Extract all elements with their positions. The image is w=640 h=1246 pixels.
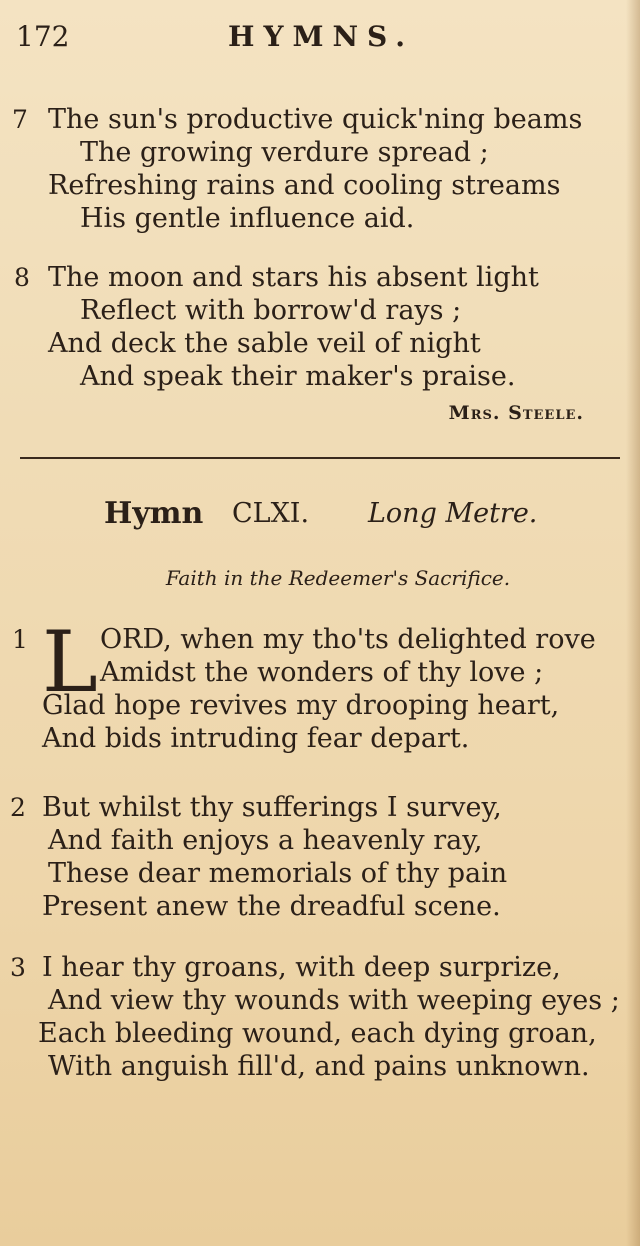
verse-line: The growing verdure spread ; xyxy=(80,137,489,168)
verse-line: Each bleeding wound, each dying groan, xyxy=(38,1018,597,1049)
verse-line: The moon and stars his absent light xyxy=(48,262,539,293)
verse-number: 1 xyxy=(12,625,28,654)
verse-line: And faith enjoys a heavenly ray, xyxy=(48,825,483,856)
author-attribution: Mrs. Steele. xyxy=(448,402,584,424)
verse-line: The sun's productive quick'ning beams xyxy=(48,104,583,135)
verse-line: These dear memorials of thy pain xyxy=(48,858,508,889)
hymn-metre: Long Metre. xyxy=(368,498,538,529)
verse-number: 2 xyxy=(10,793,26,822)
verse-line: And speak their maker's praise. xyxy=(80,361,516,392)
hymn-numeral: CLXI. xyxy=(232,498,310,529)
verse-line: But whilst thy sufferings I survey, xyxy=(42,792,502,823)
verse-line: Amidst the wonders of thy love ; xyxy=(100,657,544,688)
verse-line: Present anew the dreadful scene. xyxy=(42,891,501,922)
verse-number: 7 xyxy=(12,105,28,134)
running-title: HYMNS. xyxy=(228,20,415,53)
verse-line: I hear thy groans, with deep surprize, xyxy=(42,952,561,983)
hymn-label: Hymn xyxy=(104,496,204,531)
verse-line: Glad hope revives my drooping heart, xyxy=(42,690,560,721)
page-header xyxy=(0,18,640,58)
verse-line: With anguish fill'd, and pains unknown. xyxy=(48,1051,590,1082)
verse-line: His gentle influence aid. xyxy=(80,203,415,234)
section-divider xyxy=(20,457,620,459)
verse-number: 8 xyxy=(14,263,30,292)
verse-line: And view thy wounds with weeping eyes ; xyxy=(48,985,620,1016)
verse-line: Reflect with borrow'd rays ; xyxy=(80,295,462,326)
page-edge-shadow xyxy=(626,0,640,1246)
page-number: 172 xyxy=(16,20,70,53)
verse-number: 3 xyxy=(10,953,26,982)
verse-line: And deck the sable veil of night xyxy=(48,328,481,359)
drop-cap: L xyxy=(42,613,98,711)
verse-line: ORD, when my tho'ts delighted rove xyxy=(100,624,596,655)
verse-line: Refreshing rains and cooling streams xyxy=(48,170,561,201)
hymn-heading xyxy=(0,496,640,536)
hymn-subtitle: Faith in the Redeemer's Sacrifice. xyxy=(165,566,511,590)
verse-line: And bids intruding fear depart. xyxy=(42,723,470,754)
